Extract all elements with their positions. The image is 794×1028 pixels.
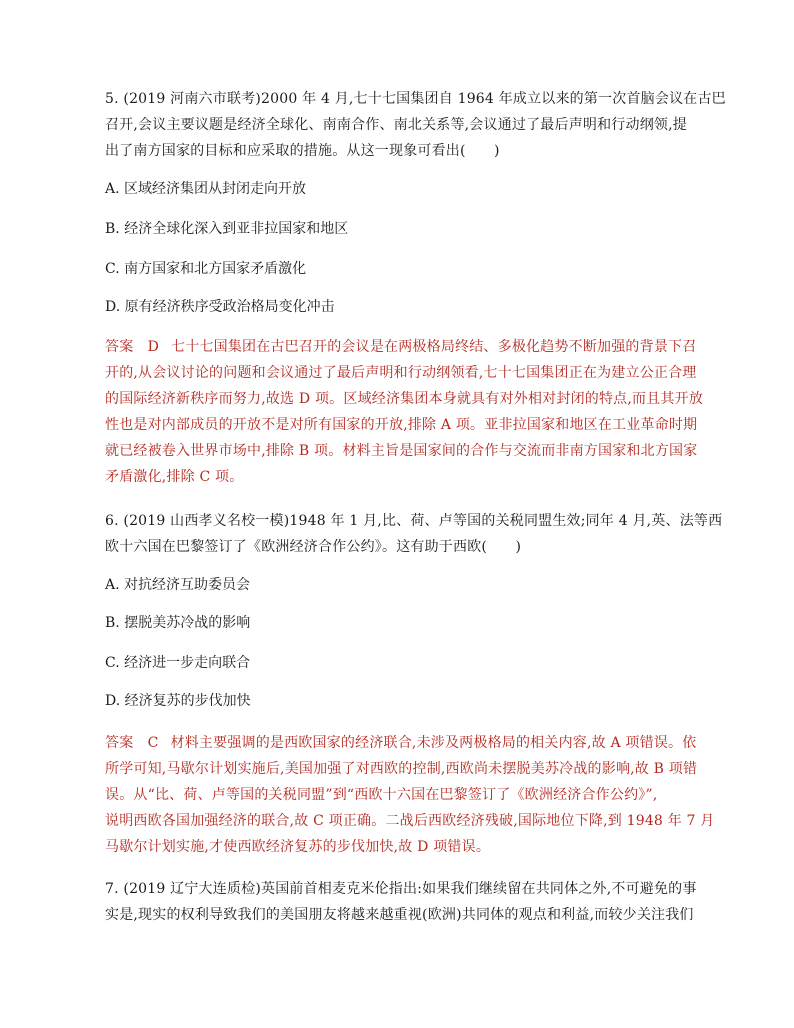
question-6-answer-line-3: 误。从“比、荷、卢等国的关税同盟”到“西欧十六国在巴黎签订了《欧洲经济合作公约》”, <box>105 787 658 803</box>
question-6-answer-label: 答案 C <box>105 735 159 751</box>
question-7-stem <box>105 876 695 928</box>
question-6-answer-line-4: 说明西欧各国加强经济的联合,故 C 项正确。二战后西欧经济残破,国际地位下降,到 1948 年 7 月 <box>105 813 715 829</box>
question-6-option-d: D. 经济复苏的步伐加快 <box>105 693 251 709</box>
question-6-answer-line-2: 所学可知,马歇尔计划实施后,美国加强了对西欧的控制,西欧尚未摆脱美苏冷战的影响,故 B 项错 <box>105 761 698 777</box>
question-5-line-2: 召开,会议主要议题是经济全球化、南南合作、南北关系等,会议通过了最后声明和行动纲领,提 <box>105 117 687 133</box>
question-5-answer-line-2: 开的,从会议讨论的问题和会议通过了最后声明和行动纲领看,七十七国集团正在为建立公正合理 <box>105 365 697 381</box>
question-5-option-c: C. 南方国家和北方国家矛盾激化 <box>105 261 307 277</box>
question-5-answer-line-6: 矛盾激化,排除 C 项。 <box>105 469 244 485</box>
question-6-stem <box>105 508 723 560</box>
question-6-option-b: B. 摆脱美苏冷战的影响 <box>105 615 251 631</box>
question-5-stem <box>105 86 726 164</box>
question-5-option-d: D. 原有经济秩序受政治格局变化冲击 <box>105 299 335 315</box>
question-5-answer <box>105 334 704 490</box>
question-7-line-1: 7. (2019 辽宁大连质检)英国前首相麦克米伦指出:如果我们继续留在共同体之外,不可避免的事 <box>105 881 697 897</box>
question-6-answer-line-1: 材料主要强调的是西欧国家的经济联合,未涉及两极格局的相关内容,故 A 项错误。依 <box>170 735 697 751</box>
question-6-answer-line-5: 马歇尔计划实施,才使西欧经济复苏的步伐加快,故 D 项错误。 <box>105 839 491 855</box>
question-6-answer <box>105 730 715 860</box>
question-5-line-3: 出了南方国家的目标和应采取的措施。从这一现象可看出( ) <box>105 143 500 159</box>
question-5-answer-line-3: 的国际经济新秩序而努力,故选 D 项。区域经济集团本身就具有对外相对封闭的特点,而且其开放 <box>105 391 704 407</box>
question-5-answer-line-5: 就已经被卷入世界市场中,排除 B 项。材料主旨是国家间的合作与交流而非南方国家和北方国家 <box>105 443 698 459</box>
question-5-answer-label: 答案 D <box>105 339 160 355</box>
question-5-answer-line-4: 性也是对内部成员的开放不是对所有国家的开放,排除 A 项。亚非拉国家和地区在工业革命时期 <box>105 417 698 433</box>
question-6-line-1: 6. (2019 山西孝义名校一模)1948 年 1 月,比、荷、卢等国的关税同盟生效;同年 4 月,英、法等西 <box>105 513 723 529</box>
question-5-option-b: B. 经济全球化深入到亚非拉国家和地区 <box>105 221 349 237</box>
question-5-line-1: 5. (2019 河南六市联考)2000 年 4 月,七十七国集团自 1964 年成立以来的第一次首脑会议在古巴 <box>105 91 726 107</box>
question-5-answer-line-1: 七十七国集团在古巴召开的会议是在两极格局终结、多极化趋势不断加强的背景下召 <box>171 339 697 355</box>
question-5-option-a: A. 区域经济集团从封闭走向开放 <box>105 181 307 197</box>
question-6-option-a: A. 对抗经济互助委员会 <box>105 577 251 593</box>
question-6-option-c: C. 经济进一步走向联合 <box>105 655 251 671</box>
question-6-line-2: 欧十六国在巴黎签订了《欧洲经济合作公约》。这有助于西欧( ) <box>105 539 522 555</box>
question-7-line-2: 实是,现实的权利导致我们的美国朋友将越来越重视(欧洲)共同体的观点和利益,而较少关注我们 <box>105 907 694 923</box>
